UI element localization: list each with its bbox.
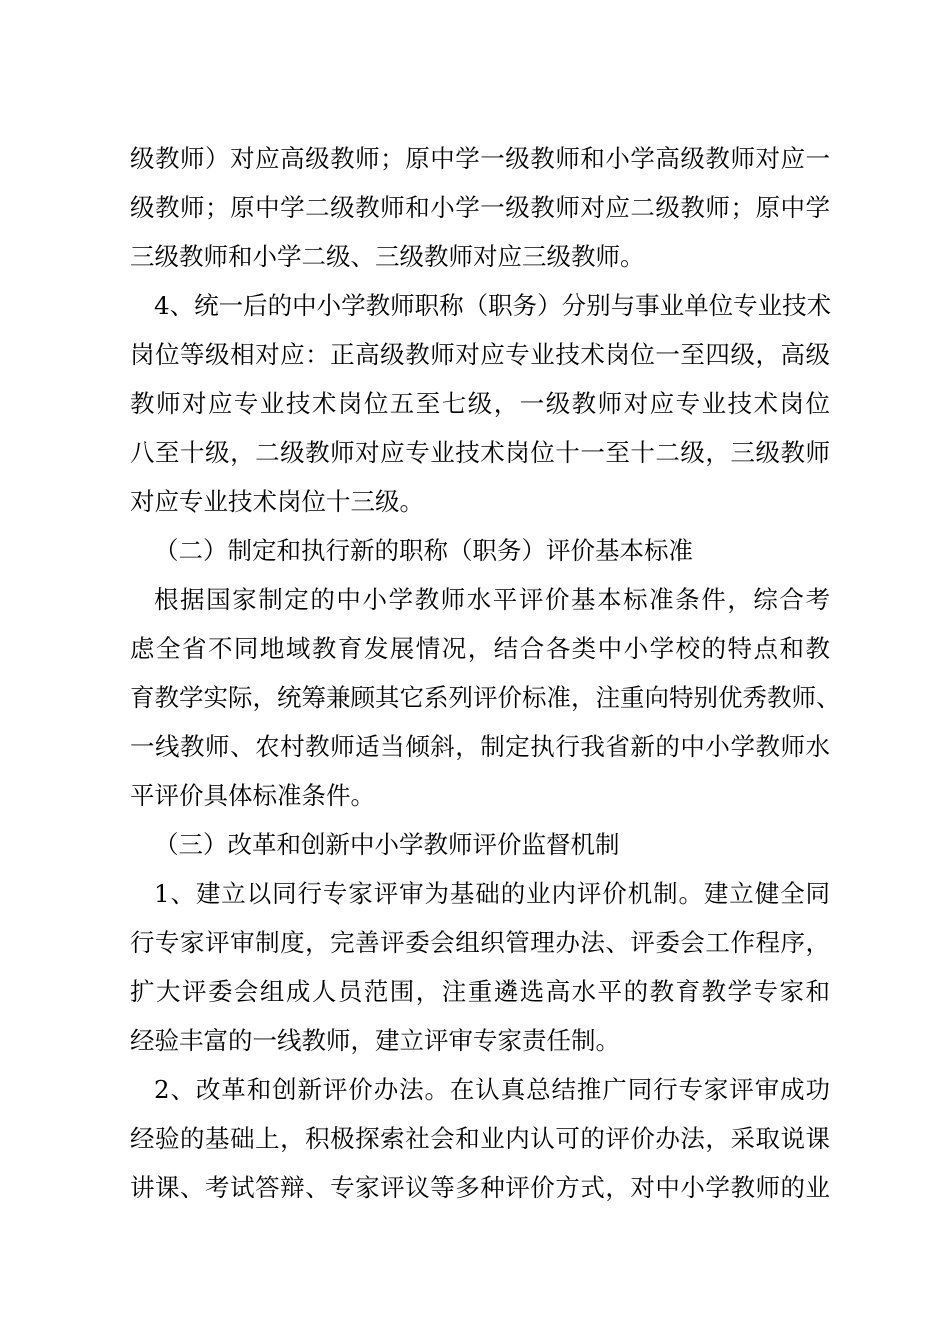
text-line: 一线教师、农村教师适当倾斜，制定执行我省新的中小学教师水	[130, 732, 830, 761]
text-line: 三级教师和小学二级、三级教师对应三级教师。	[130, 242, 645, 271]
text-line: 1、建立以同行专家评审为基础的业内评价机制。建立健全同	[154, 879, 830, 908]
text-line: 讲课、考试答辩、专家评议等多种评价方式，对中小学教师的业	[130, 1173, 830, 1202]
text-line: 2、改革和创新评价办法。在认真总结推广同行专家评审成功	[154, 1075, 830, 1104]
section-heading: （二）制定和执行新的职称（职务）评价基本标准	[154, 536, 693, 565]
text-line: 平评价具体标准条件。	[130, 781, 375, 810]
text-line: 八至十级，二级教师对应专业技术岗位十一至十二级，三级教师	[130, 438, 830, 467]
text-line: 级教师）对应高级教师；原中学一级教师和小学高级教师对应一	[130, 144, 830, 173]
text-line: 经验的基础上，积极探索社会和业内认可的评价办法，采取说课	[130, 1124, 830, 1153]
text-line: 育教学实际，统筹兼顾其它系列评价标准，注重向特别优秀教师、	[130, 683, 841, 712]
text-line: 教师对应专业技术岗位五至七级，一级教师对应专业技术岗位	[130, 389, 830, 418]
section-heading: （三）改革和创新中小学教师评价监督机制	[154, 830, 620, 859]
text-line: 行专家评审制度，完善评委会组织管理办法、评委会工作程序，	[130, 928, 830, 957]
text-line: 4、统一后的中小学教师职称（职务）分别与事业单位专业技术	[154, 291, 832, 320]
text-line: 虑全省不同地域教育发展情况，结合各类中小学校的特点和教	[130, 634, 830, 663]
text-line: 根据国家制定的中小学教师水平评价基本标准条件，综合考	[154, 585, 830, 614]
text-line: 扩大评委会组成人员范围，注重遴选高水平的教育教学专家和	[130, 977, 830, 1006]
text-line: 级教师；原中学二级教师和小学一级教师对应二级教师；原中学	[130, 193, 830, 222]
text-line: 对应专业技术岗位十三级。	[130, 487, 424, 516]
text-line: 岗位等级相对应：正高级教师对应专业技术岗位一至四级，高级	[130, 340, 830, 369]
text-line: 经验丰富的一线教师，建立评审专家责任制。	[130, 1026, 620, 1055]
